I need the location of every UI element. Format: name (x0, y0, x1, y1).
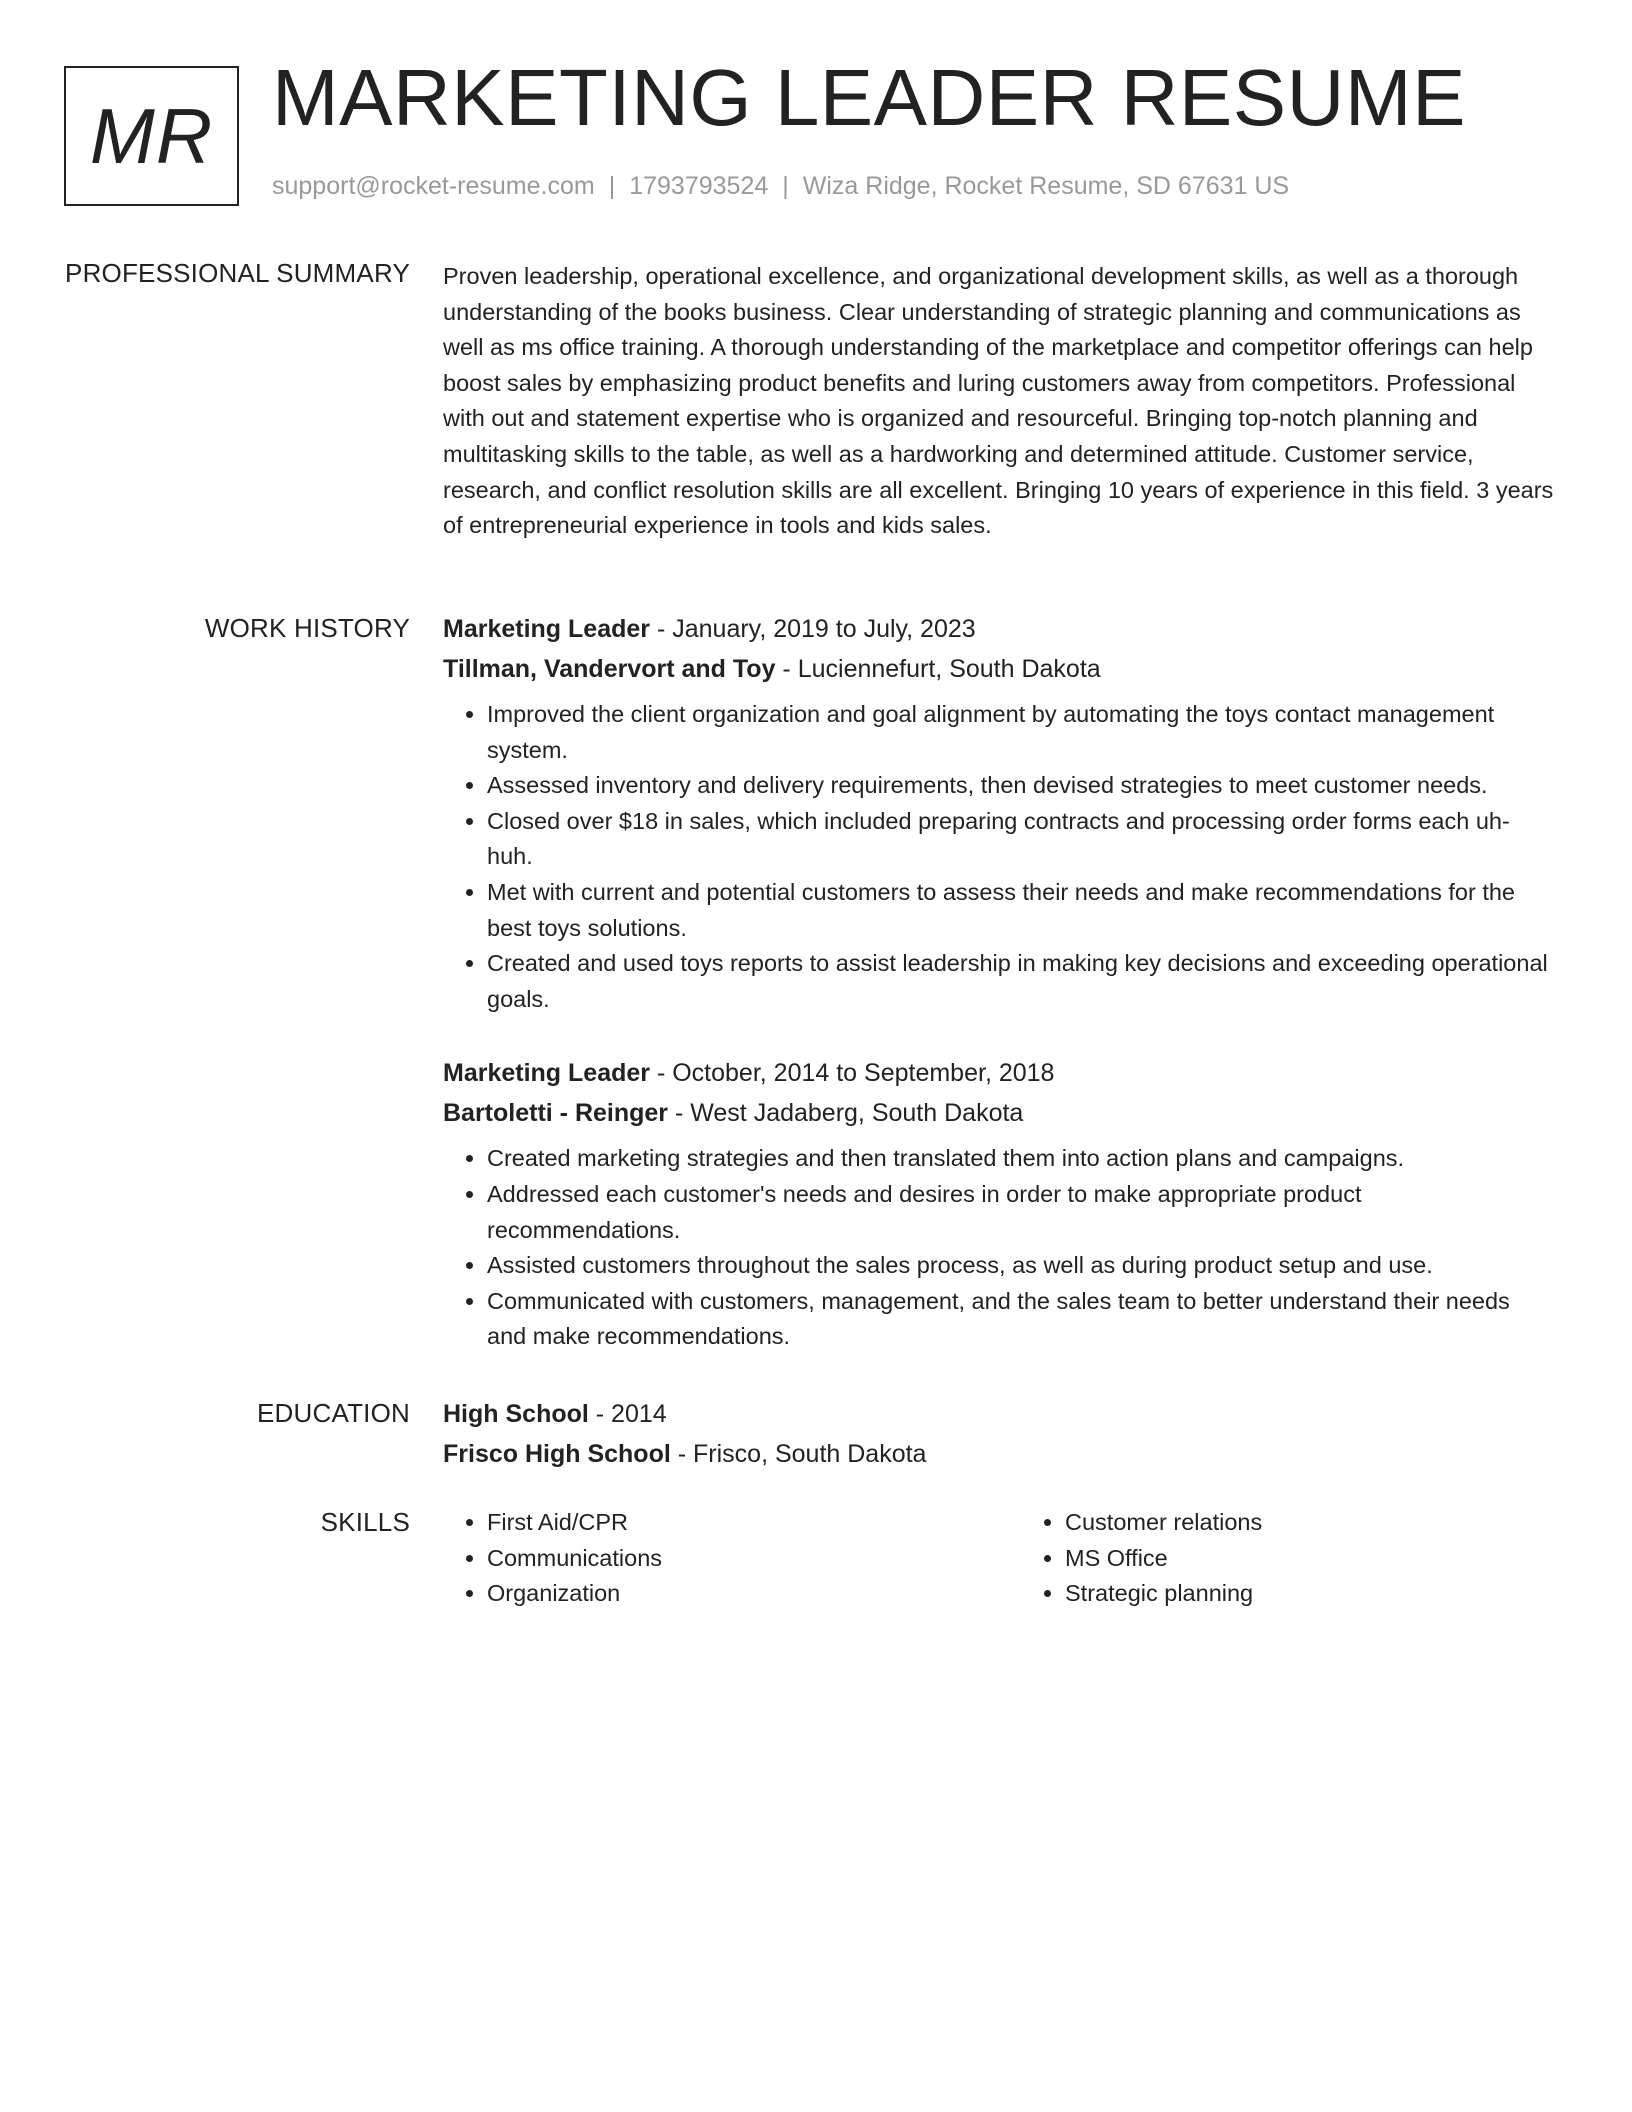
work-history-body (443, 609, 1555, 1355)
education-year: - 2014 (588, 1400, 667, 1428)
contact-line (272, 172, 1289, 201)
contact-separator: | (608, 172, 616, 200)
job-company: Bartoletti - Reinger (443, 1099, 669, 1128)
job-location: - Luciennefurt, South Dakota (775, 655, 1101, 683)
job-company-line (443, 649, 1555, 689)
job-location: - West Jadaberg, South Dakota (668, 1099, 1024, 1128)
contact-email: support@rocket-resume.com (272, 172, 595, 200)
summary-body (443, 259, 1555, 544)
education-degree: High School (443, 1400, 589, 1428)
job-bullet: • Created marketing strategies and then translated them into action plans and campaigns. (487, 1141, 1555, 1177)
job-bullet: • Addressed each customer's needs and desires in order to make appropriate product recommendations. (487, 1177, 1555, 1248)
monogram-badge: MR (64, 66, 239, 206)
skill-item: • MS Office (1065, 1541, 1555, 1577)
job-bullets (443, 1141, 1555, 1355)
resume-title: MARKETING LEADER RESUME (272, 53, 1466, 142)
job-bullet: • Created and used toys reports to assist leadership in making key decisions and exceeding operational goals. (487, 946, 1555, 1017)
education-degree-line (443, 1394, 1555, 1434)
job-title: Marketing Leader (443, 1059, 651, 1088)
skill-item: • First Aid/CPR (487, 1505, 977, 1541)
education-body (443, 1394, 1555, 1474)
job-dates: - January, 2019 to July, 2023 (650, 615, 976, 643)
job-bullets (443, 697, 1555, 1017)
contact-separator: | (782, 172, 789, 200)
skills-heading: SKILLS (320, 1507, 410, 1537)
job-bullet: • Assessed inventory and delivery requirements, then devised strategies to meet customer needs. (487, 768, 1555, 804)
job-bullet: • Improved the client organization and goal alignment by automating the toys contact management system. (487, 697, 1555, 768)
skill-item: • Communications (487, 1541, 977, 1577)
education-location: - Frisco, South Dakota (670, 1440, 927, 1468)
skills-column-left (443, 1505, 977, 1612)
job-company: Tillman, Vandervort and Toy (443, 655, 776, 683)
job-entry (443, 1053, 1555, 1355)
job-bullet: • Communicated with customers, management, and the sales team to better understand their needs and make recommendations. (487, 1284, 1555, 1355)
education-school: Frisco High School (443, 1440, 671, 1468)
skill-item: • Strategic planning (1065, 1576, 1555, 1612)
job-bullet: • Met with current and potential customers to assess their needs and make recommendations for the best toys solutions. (487, 875, 1555, 946)
skills-column-right (1021, 1505, 1555, 1612)
job-bullet: • Closed over $18 in sales, which included preparing contracts and processing order forms each uh-huh. (487, 804, 1555, 875)
contact-phone: 1793793524 (629, 172, 769, 200)
education-school-line (443, 1434, 1555, 1474)
skill-item: • Organization (487, 1576, 977, 1612)
job-entry (443, 609, 1555, 1017)
work-history-heading: WORK HISTORY (204, 613, 410, 643)
summary-text: Proven leadership, operational excellence, and organizational development skills, as well as a thorough understanding of the books business. Clear understanding of strategic planning and communications as well as ms office training. A thorough understanding of the marketplace and competitor offerings can help boost sales by emphasizing product benefits and luring customers away from competitors. Professional with out and statement expertise who is organized and resourceful. Bringing top-notch planning and multitasking skills to the table, as well as a hardworking and determined attitude. Customer service, research, and conflict resolution skills are all excellent. Bringing 10 years of experience in this field. 3 years of entrepreneurial experience in tools and kids sales. (443, 263, 1554, 539)
job-title-line (443, 609, 1555, 649)
summary-heading: PROFESSIONAL SUMMARY (65, 258, 410, 288)
job-dates: - October, 2014 to September, 2018 (650, 1059, 1055, 1088)
skills-body (443, 1505, 1555, 1612)
job-bullet: • Assisted customers throughout the sales process, as well as during product setup and use. (487, 1248, 1555, 1284)
education-heading: EDUCATION (257, 1398, 410, 1428)
job-title: Marketing Leader (443, 615, 651, 643)
contact-address: Wiza Ridge, Rocket Resume, SD 67631 US (802, 172, 1290, 200)
skill-item: • Customer relations (1065, 1505, 1555, 1541)
job-company-line (443, 1093, 1555, 1133)
job-title-line (443, 1053, 1555, 1093)
skills-grid (443, 1505, 1555, 1612)
